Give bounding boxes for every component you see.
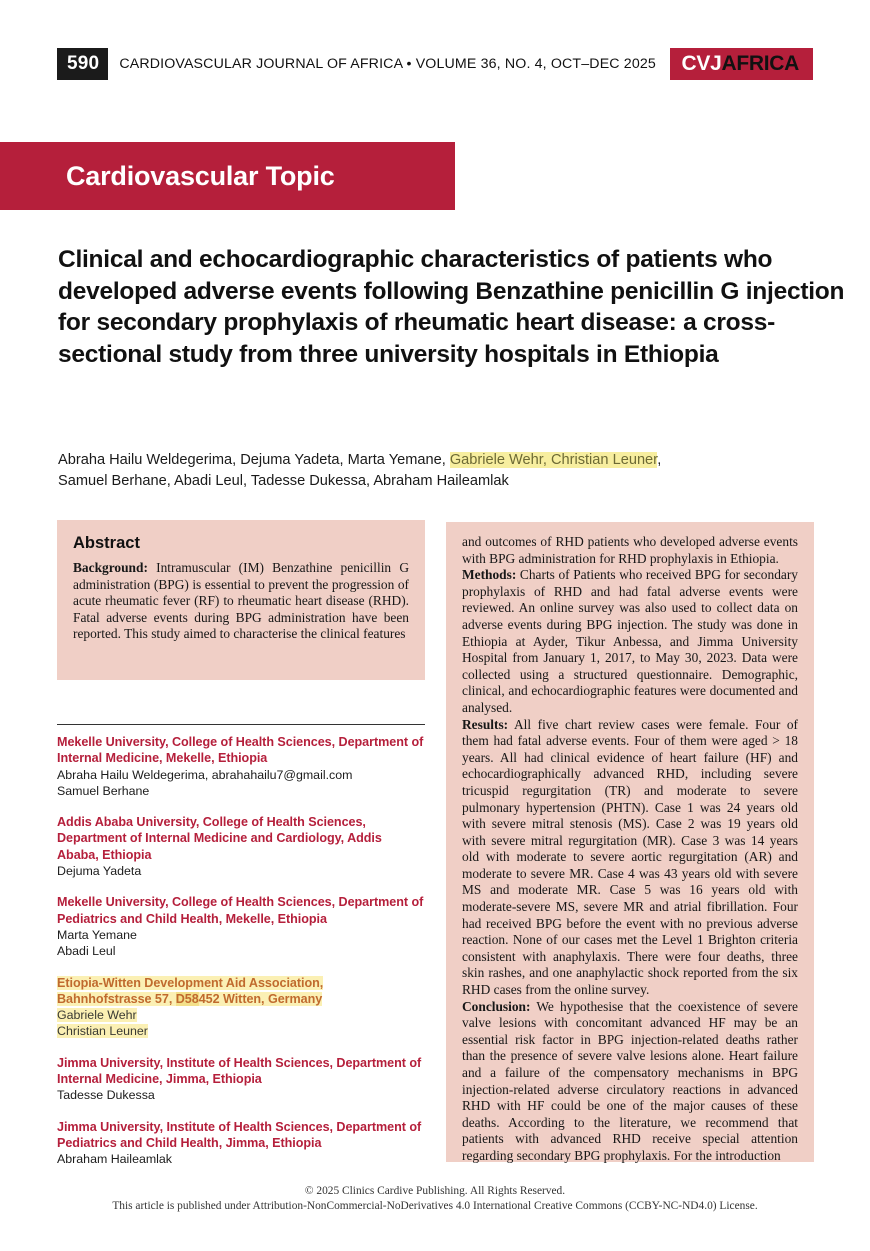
authors-plain-segment-2: , [657,452,662,468]
right-column [446,522,814,1162]
abstract-box [57,520,425,680]
page-number-badge: 590 [57,48,108,80]
affiliation-person-text: Christian Leuner [57,1024,148,1039]
affiliation-block [57,1055,425,1104]
affiliation-person: Dejuma Yadeta [57,864,142,879]
affiliation-person [57,1023,425,1039]
abstract-conclusion-paragraph [462,999,798,1165]
copyright-line: © 2025 Clinics Cardive Publishing. All Rights Reserved. [304,1185,566,1197]
article-title: Clinical and echocardiographic characteristics of patients who developed adverse events following Benzathine penicillin G injection for secondary prophylaxis of rheumatic heart disease: a cross-sectional study from three university hospitals in Ethiopia [58,246,845,368]
affiliation-block [57,814,425,879]
affiliation-block [57,894,425,959]
logo-africa-text: AFRICA [721,52,799,75]
abstract-heading: Abstract [73,534,140,552]
affiliations-divider [57,724,425,725]
journal-issue-line: CARDIOVASCULAR JOURNAL OF AFRICA • VOLUME 36, NO. 4, OCT–DEC 2025 [119,56,656,72]
abstract-background-text: Intramuscular (IM) Benzathine penicillin G administration (BPG) is essential to prevent the progression of acute rheumatic fever (RF) to rheumatic heart disease (RHD). Fatal adverse events during BPG administration have been reported. This study aimed to characterise the clinical features [73,560,409,642]
affiliation-organisation: Addis Ababa University, College of Health Sciences, Department of Internal Medicine and Cardiology, Addis Ababa, Ethiopia [57,815,382,862]
affiliation-org-line-2a: Bahnhofstrasse 57, [57,991,176,1006]
affiliation-organisation [57,975,425,1008]
affiliation-person-text: Gabriele Wehr [57,1008,137,1023]
affiliation-person: Marta Yemane [57,927,137,942]
affiliation-block-highlighted [57,975,425,1040]
abstract-conclusion-text: We hypothesise that the coexistence of severe valve lesions with concomitant advanced HF may be an essential risk factor in BPG injection-related deaths rather than the presence of severe valve lesions alone. Heart failure and a failure of the compensatory mechanisms in BPG injection-related adverse circulatory reactions in advanced RHD with HF could be one of the major causes of these deaths. According to the literature, we recommend that patients with advanced RHD receive special attention regarding secondary BPG prophylaxis. For the introduction [462,998,798,1163]
affiliation-block [57,734,425,799]
affiliation-organisation: Mekelle University, College of Health Sciences, Department of Pediatrics and Child Health, Mekelle, Ethiopia [57,895,424,926]
section-banner-label: Cardiovascular Topic [66,160,335,191]
abstract-background-label: Background: [73,560,148,575]
abstract-continuation-intro: and outcomes of RHD patients who developed adverse events with BPG administration for RHD prophylaxis in Ethiopia. [462,534,798,566]
abstract-methods-label: Methods: [462,567,517,583]
affiliation-person: Samuel Berhane [57,783,150,798]
affiliation-org-line-1: Etiopia-Witten Development Aid Association, [57,975,324,990]
running-head [57,48,813,80]
affiliation-person: Abraha Hailu Weldegerima, abrahahailu7@gmail.com [57,767,353,782]
affiliation-person: Abraham Haileamlak [57,1152,173,1167]
authors-line-2: Samuel Berhane, Abadi Leul, Tadesse Dukessa, Abraham Haileamlak [58,473,509,489]
abstract-methods-paragraph [462,567,798,716]
abstract-results-label: Results: [462,716,509,732]
affiliation-block [57,1119,425,1168]
abstract-conclusion-label: Conclusion: [462,998,531,1014]
affiliation-person: Abadi Leul [57,944,116,959]
abstract-continuation-box [446,522,814,1162]
left-column [57,520,425,1183]
affiliation-org-line-2b: D58 [175,991,199,1006]
logo-cvj-text: CVJ [681,52,722,75]
page-footer [0,1184,870,1214]
section-banner [0,142,455,210]
affiliation-person [57,1007,425,1023]
affiliation-person: Tadesse Dukessa [57,1088,155,1103]
authors-plain-segment-1: Abraha Hailu Weldegerima, Dejuma Yadeta, Marta Yemane, [58,452,450,468]
license-line: This article is published under Attribution-NonCommercial-NoDerivatives 4.0 International Creative Commons (CCBY-NC-ND4.0) License. [112,1200,758,1212]
abstract-results-text: All five chart review cases were female. Four of them had fatal adverse events. Four of them were aged > 18 years. All had clinical evidence of heart failure (HF) and echocardiographically advanced RHD, including severe tricuspid regurgitation (TR) and moderate to severe pulmonary hypertension (PHTN). Case 1 was 24 years old with severe mitral stenosis (MS). Case 2 was 19 years old with severe mitral regurgitation (MR). Case 3 was 14 years old with moderate to severe aortic regurgitation (AR) and moderate to severe MR. Case 4 was 43 years old with severe MS and moderate MR. Case 5 was 16 years old with moderate-severe MS, severe MR and atrial fibrillation. Four had received BPG before the event with no previous adverse reaction. None of our cases met the Level 1 Brighton criteria consistent with anaphylaxis. There were four deaths, three skin rashes, and one anaphylactic shock reported from the six RHD cases from the online survey. [462,716,798,998]
abstract-background-paragraph [73,560,409,643]
affiliations-list [57,734,425,1168]
authors-highlighted-segment: Gabriele Wehr, Christian Leuner [449,452,658,468]
affiliation-organisation: Mekelle University, College of Health Sciences, Department of Internal Medicine, Mekelle, Ethiopia [57,735,424,766]
affiliation-organisation: Jimma University, Institute of Health Sciences, Department of Pediatrics and Child Health, Jimma, Ethiopia [57,1119,422,1150]
abstract-results-paragraph [462,717,798,999]
affiliation-org-line-2c: 452 Witten, Germany [198,991,323,1006]
journal-logo [670,48,813,80]
abstract-methods-text: Charts of Patients who received BPG for secondary prophylaxis of RHD and had fatal adverse events were reviewed. An online survey was also used to collect data on adverse events during BPG injection. The study was done in Ethiopia at Ayder, Tikur Anbessa, and Jimma University Hospital from January 1, 2017, to May 30, 2023. Data were collected using a structured questionnaire. Demographic, clinical, and echocardiographic features were documented and analysed. [462,567,798,715]
affiliation-organisation: Jimma University, Institute of Health Sciences, Department of Internal Medicine, Jimma, Ethiopia [57,1055,422,1087]
author-list [58,450,848,492]
